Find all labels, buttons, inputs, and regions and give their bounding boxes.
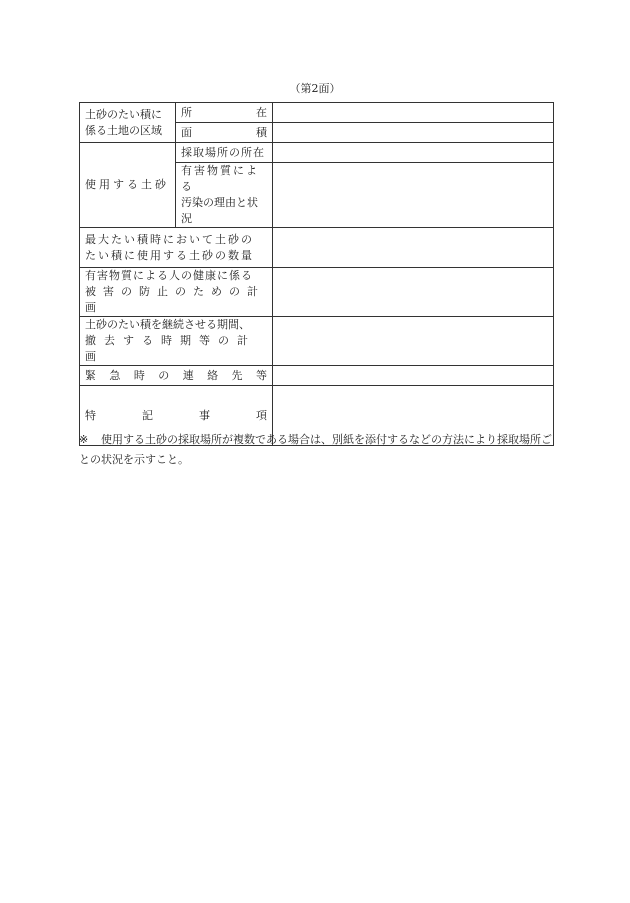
- max-volume-label: [80, 228, 273, 268]
- location-value-field[interactable]: [273, 103, 554, 123]
- soil-used-header-text: 使用する土砂: [85, 178, 169, 191]
- period-plan-label: [80, 317, 273, 366]
- location-label: [176, 103, 273, 123]
- emergency-contact-value-field[interactable]: [273, 366, 554, 386]
- page-label: （第2面）: [289, 82, 341, 95]
- emergency-contact-char: 時: [133, 368, 145, 382]
- max-volume-label-line: 最大たい積時において土砂の: [85, 232, 254, 246]
- soil-used-header: [80, 143, 176, 228]
- land-area-header-line: 土砂のたい積に: [85, 107, 162, 121]
- area-label-char: 積: [256, 125, 267, 139]
- contamination-label: [176, 163, 273, 228]
- land-area-header: [80, 103, 176, 143]
- area-value-field[interactable]: [273, 123, 554, 143]
- special-notes-char: 項: [256, 408, 267, 422]
- contamination-label-line: 有害物質による: [181, 164, 259, 193]
- emergency-contact-label: [80, 366, 273, 386]
- location-label-char: 在: [256, 105, 267, 119]
- footnote-text: 使用する土砂の採取場所が複数である場合は、別紙を添付するなどの方法により採取場所ごとの状況を示すこと。: [79, 433, 552, 466]
- period-plan-value-field[interactable]: [273, 317, 554, 366]
- footnote-mark: ※: [79, 433, 89, 446]
- special-notes-char: 記: [142, 408, 153, 422]
- emergency-contact-char: 等: [255, 368, 267, 382]
- collection-site-text: 採取場所の所在: [181, 145, 265, 159]
- period-plan-label-line: 土砂のたい積を継続させる期間、: [85, 318, 250, 331]
- area-label-char: 面: [181, 125, 192, 139]
- period-plan-label-line: 撤去する時期等の計画: [85, 334, 256, 363]
- emergency-contact-char: 先: [231, 368, 243, 382]
- emergency-contact-char: 急: [109, 368, 121, 382]
- hazard-plan-label-line: 有害物質による人の健康に係る: [85, 269, 253, 282]
- contamination-value-field[interactable]: [273, 163, 554, 228]
- area-label: [176, 123, 273, 143]
- hazard-plan-value-field[interactable]: [273, 268, 554, 317]
- emergency-contact-char: 緊: [85, 368, 96, 382]
- emergency-contact-char: 絡: [207, 368, 219, 382]
- emergency-contact-char: 連: [182, 368, 194, 382]
- emergency-contact-char: の: [158, 368, 170, 382]
- collection-site-value-field[interactable]: [273, 143, 554, 163]
- contamination-label-line: 汚染の理由と状況: [181, 196, 258, 225]
- footnote: [79, 430, 553, 470]
- form-table: [79, 102, 554, 446]
- special-notes-char: 特: [85, 408, 96, 422]
- max-volume-label-line: たい積に使用する土砂の数量: [85, 248, 254, 262]
- collection-site-label: [176, 143, 273, 163]
- hazard-plan-label-line: 被害の防止のための計画: [85, 285, 265, 314]
- max-volume-value-field[interactable]: [273, 228, 554, 268]
- land-area-header-line: 係る土地の区域: [85, 123, 162, 137]
- special-notes-char: 事: [199, 408, 210, 422]
- hazard-plan-label: [80, 268, 273, 317]
- location-label-char: 所: [181, 105, 192, 119]
